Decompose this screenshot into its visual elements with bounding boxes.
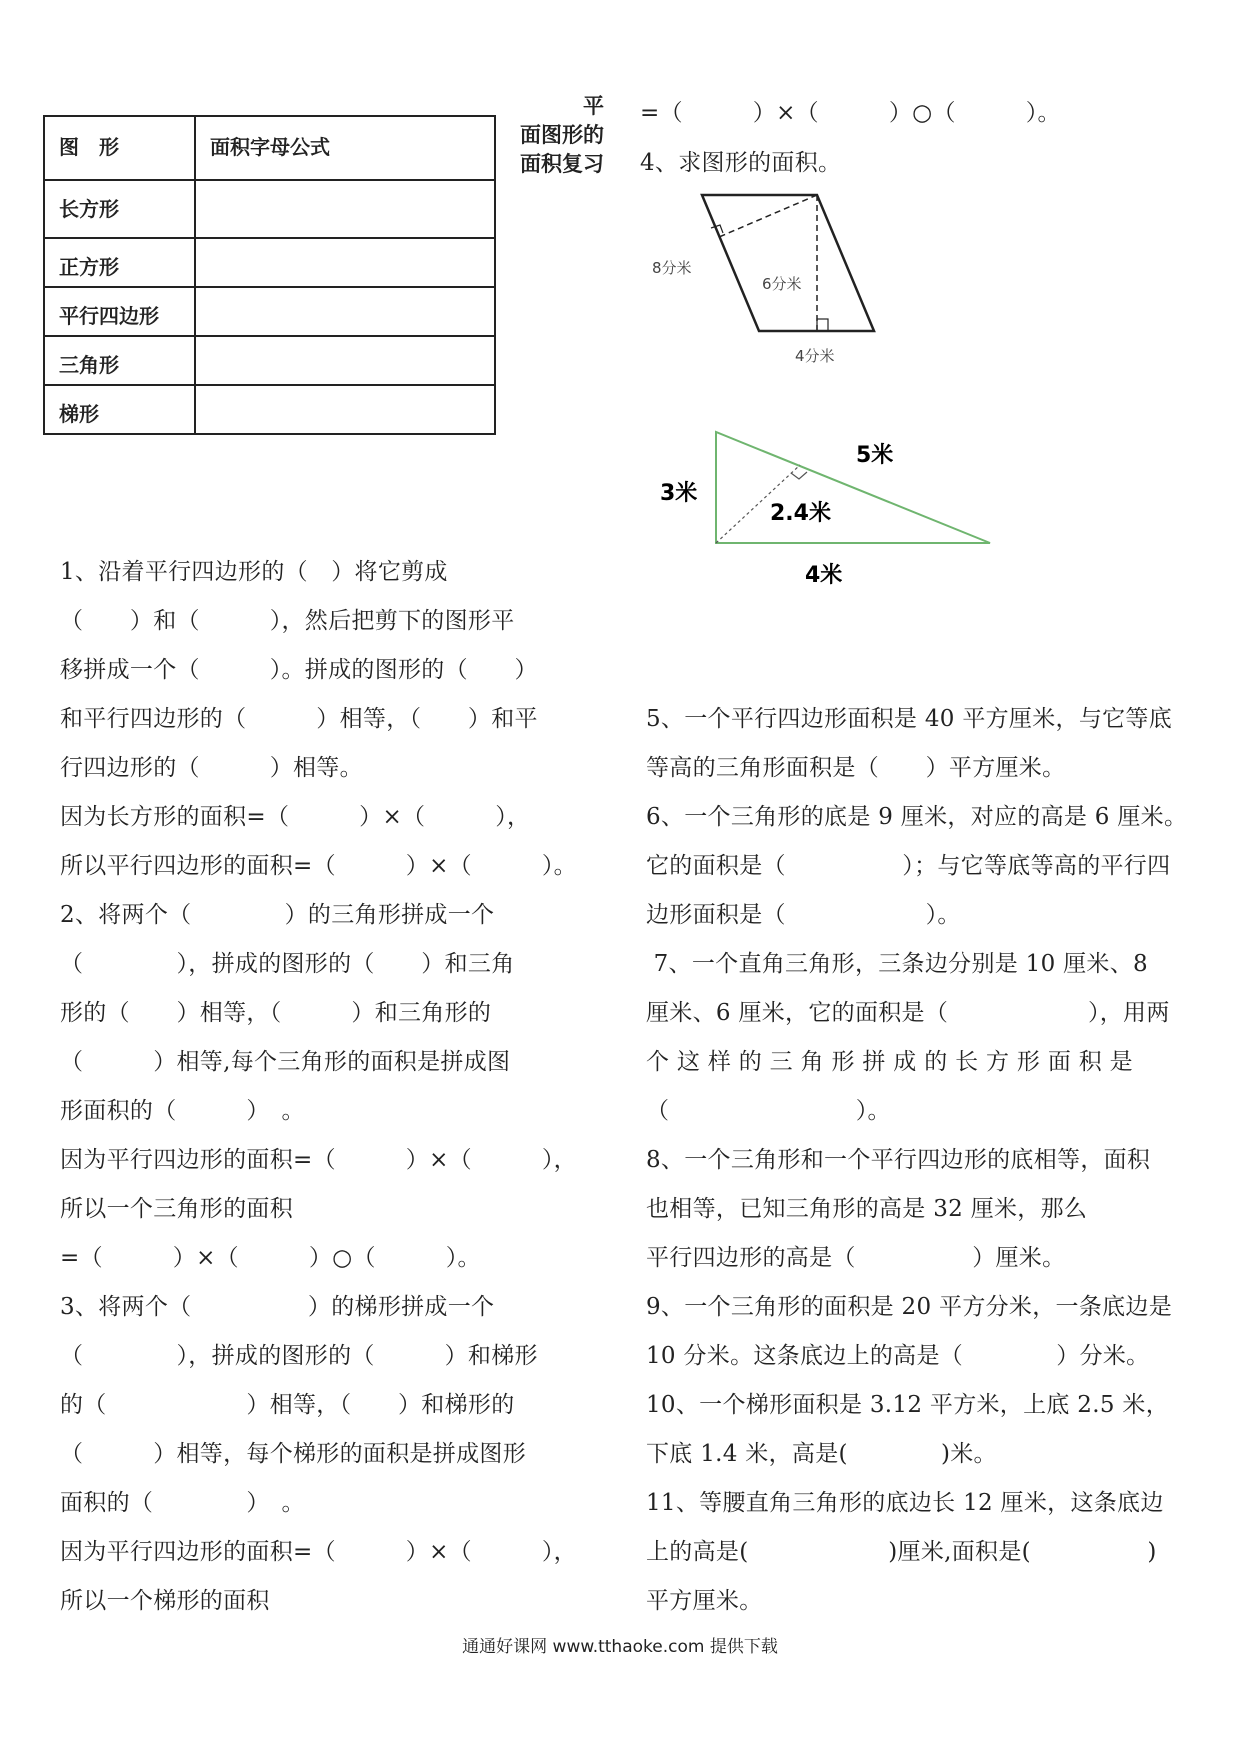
- title-line-1: 平: [583, 94, 604, 118]
- right-question-line: （ ）。: [646, 1098, 891, 1124]
- table-row-shape: 平行四边形: [44, 287, 195, 336]
- left-question-line: （ ），拼成的图形的（ ）和三角: [60, 951, 515, 977]
- left-question-line: 因为平行四边形的面积=（ ）×（ ），: [60, 1147, 577, 1173]
- question-4-label: 4、求图形的面积。: [640, 150, 842, 176]
- title-line-3: 面积复习: [520, 152, 604, 176]
- right-angle-marker: [817, 319, 828, 331]
- triangle-outline: [716, 432, 990, 543]
- right-question-line: 5、一个平行四边形面积是 40 平方厘米，与它等底: [646, 706, 1173, 732]
- table-row-formula-cell[interactable]: [195, 385, 495, 434]
- parallelogram-figure: [640, 185, 900, 375]
- label-side: 8分米: [652, 259, 692, 277]
- title-line-2: 面图形的: [520, 123, 604, 147]
- left-question-line: 和平行四边形的（ ）相等，（ ）和平: [60, 706, 538, 732]
- left-question-line: 所以一个三角形的面积: [60, 1196, 293, 1222]
- right-question-line: 也相等，已知三角形的高是 32 厘米，那么: [646, 1196, 1088, 1222]
- table-row-shape: 正方形: [44, 238, 195, 287]
- left-question-line: （ ）和（ ），然后把剪下的图形平: [60, 608, 515, 634]
- parallelogram-outline: [702, 195, 874, 331]
- left-question-line: 所以平行四边形的面积=（ ）×（ ）。: [60, 853, 577, 879]
- left-question-line: =（ ）×（ ）○（ ）。: [60, 1245, 481, 1271]
- table-row-shape: 长方形: [44, 180, 195, 238]
- right-top-formula-line: =（ ）×（ ）○（ ）。: [640, 100, 1061, 126]
- left-question-line: 形的（ ）相等，（ ）和三角形的: [60, 1000, 492, 1026]
- table-row-formula-cell[interactable]: [195, 336, 495, 385]
- table-row-shape: 三角形: [44, 336, 195, 385]
- right-question-line: 10、一个梯形面积是 3.12 平方米，上底 2.5 米，: [646, 1392, 1169, 1418]
- left-question-line: （ ）相等，每个梯形的面积是拼成图形: [60, 1441, 526, 1467]
- right-question-line: 下底 1.4 米，高是( )米。: [646, 1441, 997, 1467]
- table-row-formula-cell[interactable]: [195, 287, 495, 336]
- right-question-line: 10 分米。这条底边上的高是（ ）分米。: [646, 1343, 1150, 1369]
- right-question-line: 6、一个三角形的底是 9 厘米，对应的高是 6 厘米。: [646, 804, 1188, 830]
- label-left-side: 3米: [660, 481, 698, 506]
- table-row-formula-cell[interactable]: [195, 238, 495, 287]
- footer: 通通好课网 www.tthaoke.com 提供下载: [462, 1637, 778, 1657]
- right-question-line: 厘米、6 厘米，它的面积是（ ），用两: [646, 1000, 1170, 1026]
- left-question-line: （ ），拼成的图形的（ ）和梯形: [60, 1343, 538, 1369]
- table-row-shape: 梯形: [44, 385, 195, 434]
- label-height: 2.4米: [770, 501, 831, 526]
- right-question-line: 9、一个三角形的面积是 20 平方分米，一条底边是: [646, 1294, 1173, 1320]
- table-row-formula-cell[interactable]: [195, 180, 495, 238]
- left-question-line: 所以一个梯形的面积: [60, 1588, 270, 1614]
- right-question-line: 7、一个直角三角形，三条边分别是 10 厘米、8: [646, 951, 1148, 977]
- area-formula-table: [43, 115, 496, 435]
- label-base: 4米: [805, 563, 843, 588]
- right-question-line: 8、一个三角形和一个平行四边形的底相等，面积: [646, 1147, 1151, 1173]
- left-question-line: 面积的（ ） 。: [60, 1490, 305, 1516]
- right-question-line: 等高的三角形面积是（ ）平方厘米。: [646, 755, 1066, 781]
- label-base: 4分米: [795, 347, 835, 365]
- right-question-line: 平行四边形的高是（ ）厘米。: [646, 1245, 1066, 1271]
- left-question-line: 2、将两个（ ）的三角形拼成一个: [60, 902, 495, 928]
- left-question-line: 1、沿着平行四边形的（ ）将它剪成: [60, 559, 448, 585]
- right-angle-marker: [791, 472, 807, 479]
- right-question-line: 边形面积是（ ）。: [646, 902, 961, 928]
- right-triangle-figure: [640, 420, 1000, 600]
- right-question-line: 平方厘米。: [646, 1588, 763, 1614]
- left-question-line: 的（ ）相等，（ ）和梯形的: [60, 1392, 515, 1418]
- left-question-line: 行四边形的（ ）相等。: [60, 755, 363, 781]
- table-header-shape: 图 形: [44, 116, 195, 180]
- left-question-line: （ ）相等,每个三角形的面积是拼成图: [60, 1049, 511, 1075]
- table-header-formula: 面积字母公式: [195, 116, 495, 180]
- right-question-line: 11、等腰直角三角形的底边长 12 厘米，这条底边: [646, 1490, 1164, 1516]
- left-question-line: 因为长方形的面积=（ ）×（ ），: [60, 804, 531, 830]
- label-height: 6分米: [762, 275, 802, 293]
- page-title: [500, 92, 604, 179]
- left-question-line: 移拼成一个（ ）。拼成的图形的（ ）: [60, 657, 538, 683]
- parallelogram-height-line-1: [719, 195, 817, 237]
- label-hypotenuse: 5米: [856, 443, 894, 468]
- left-question-line: 3、将两个（ ）的梯形拼成一个: [60, 1294, 495, 1320]
- left-question-line: 因为平行四边形的面积=（ ）×（ ），: [60, 1539, 577, 1565]
- right-question-line: 它的面积是（ ）；与它等底等高的平行四: [646, 853, 1171, 879]
- left-question-line: 形面积的（ ） 。: [60, 1098, 305, 1124]
- right-question-line: 个 这 样 的 三 角 形 拼 成 的 长 方 形 面 积 是: [646, 1049, 1133, 1075]
- right-question-line: 上的高是( )厘米,面积是( ): [646, 1539, 1157, 1565]
